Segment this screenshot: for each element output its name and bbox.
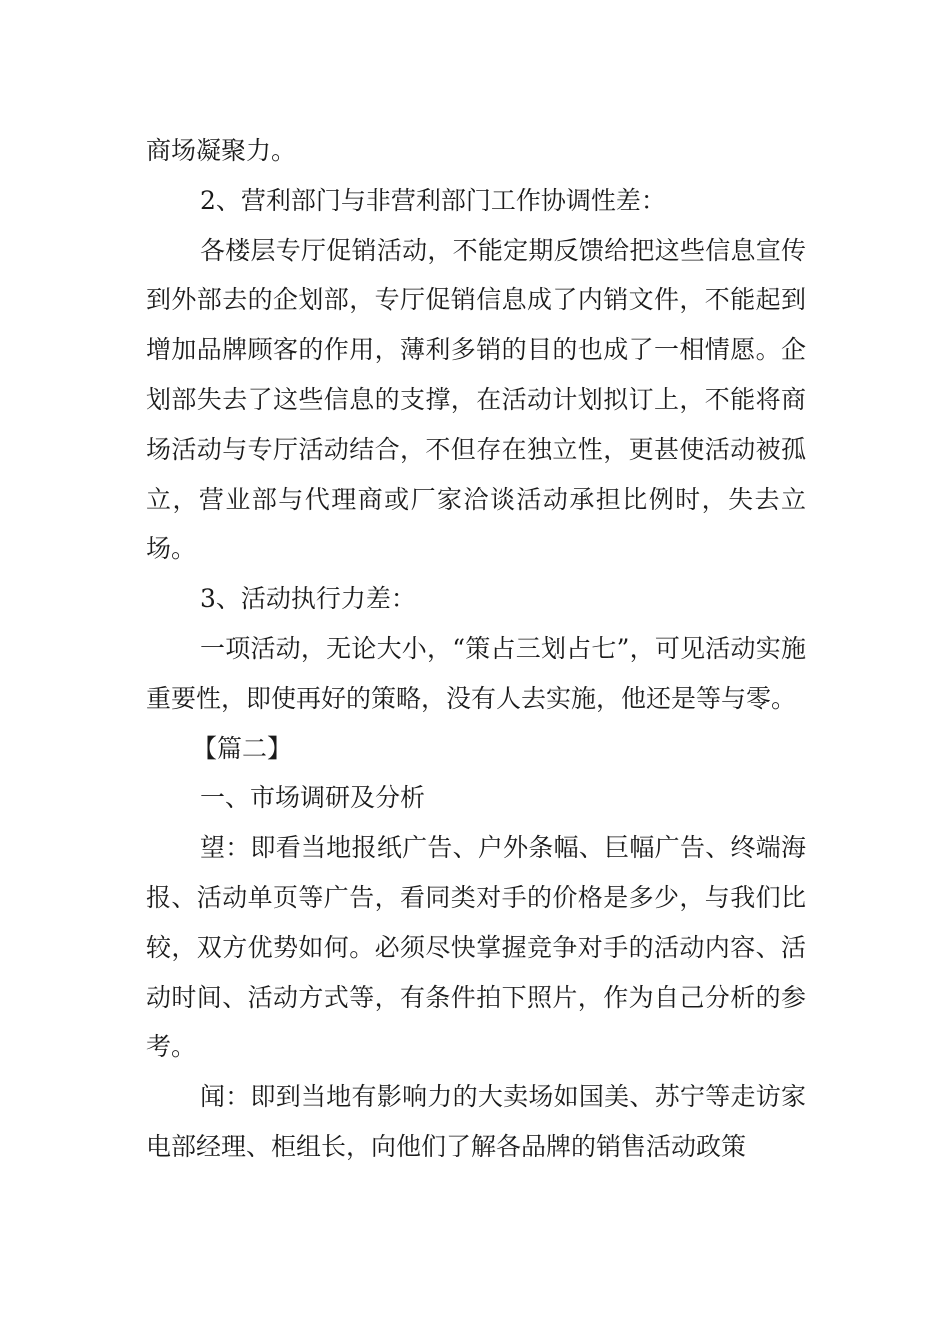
section-title: 【篇二】 — [192, 733, 293, 763]
paragraph-item-2-body: 各楼层专厅促销活动，不能定期反馈给把这些信息宣传到外部去的企划部，专厅促销信息成了内销文件，不能起到增加品牌顾客的作用，薄利多销的目的也成了一相情愿。企划部失去了这些信息的支撑，在活动计划拟订上，不能将商场活动与专厅活动结合，不但存在独立性，更甚使活动被孤立，营业部与代理商或厂家洽谈活动承担比例时，失去立场。 — [146, 235, 806, 564]
heading-item-2: 2、营利部门与非营利部门工作协调性差： — [200, 185, 666, 215]
document-body — [146, 126, 806, 1172]
heading-market-research: 一、市场调研及分析 — [200, 783, 426, 813]
paragraph-wang: 望：即看当地报纸广告、户外条幅、巨幅广告、终端海报、活动单页等广告，看同类对手的价格是多少，与我们比较，双方优势如何。必须尽快掌握竞争对手的活动内容、活动时间、活动方式等，有条件拍下照片，作为自己分析的参考。 — [146, 833, 806, 1062]
heading-item-3: 3、活动执行力差： — [200, 584, 416, 614]
paragraph-item-3-body: 一项活动，无论大小，“策占三划占七”，可见活动实施重要性，即使再好的策略，没有人去实施，他还是等与零。 — [146, 633, 806, 713]
paragraph-wen: 闻：即到当地有影响力的大卖场如国美、苏宁等走访家电部经理、柜组长，向他们了解各品牌的销售活动政策 — [146, 1082, 806, 1161]
paragraph-continuation: 商场凝聚力。 — [146, 136, 297, 165]
